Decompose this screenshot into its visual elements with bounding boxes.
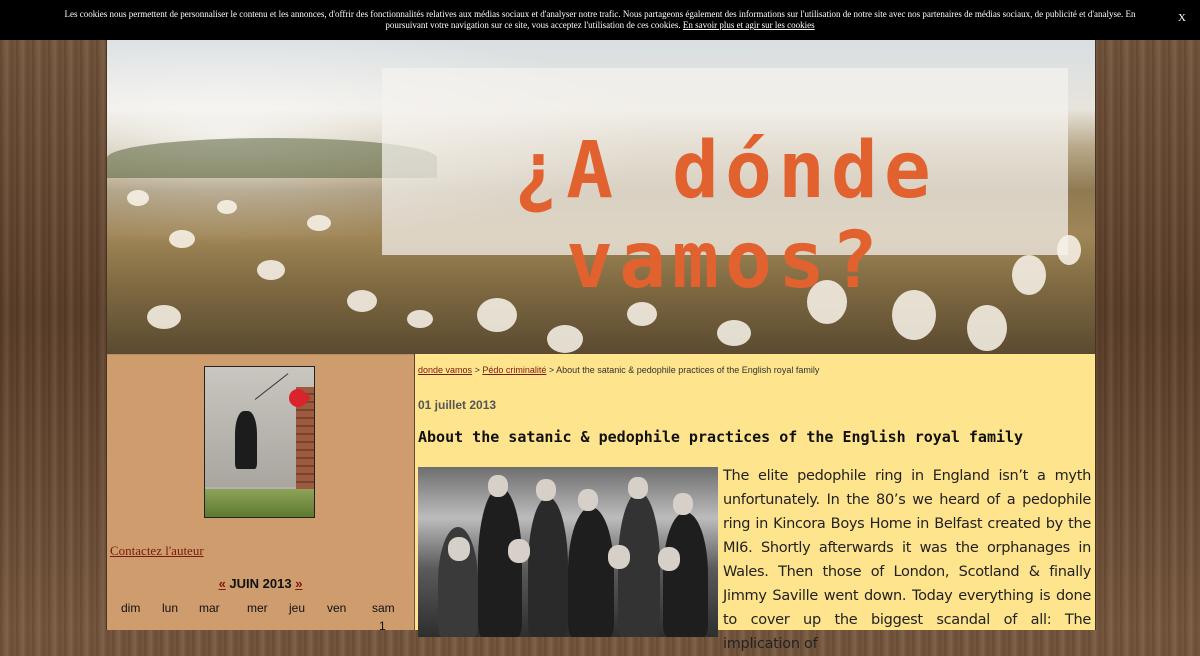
- banner-flower: [967, 305, 1007, 351]
- calendar-date[interactable]: 1: [379, 619, 386, 633]
- post-photo[interactable]: [418, 467, 718, 637]
- sidebar: [107, 354, 414, 633]
- breadcrumb-separator: >: [474, 365, 480, 375]
- calendar-weekday: lun: [162, 601, 179, 615]
- breadcrumb-current: About the satanic & pedophile practices of the English royal family: [556, 365, 820, 375]
- calendar-weekday: jeu: [289, 601, 306, 615]
- photo-person: [663, 512, 708, 637]
- calendar-next-button[interactable]: »: [295, 576, 303, 591]
- post-title[interactable]: About the satanic & pedophile practices of the English royal family: [418, 428, 1024, 446]
- breadcrumb-home-link[interactable]: donde vamos: [418, 365, 473, 375]
- post-date: 01 juillet 2013: [418, 398, 497, 412]
- site-title[interactable]: ¿A dónde vamos?: [513, 126, 937, 306]
- cookie-close-button[interactable]: X: [1178, 12, 1186, 24]
- calendar-weekday: ven: [327, 601, 347, 615]
- photo-blurred-face: [658, 547, 680, 571]
- breadcrumb-category-link[interactable]: Pédo criminalité: [482, 365, 547, 375]
- banner-flower: [169, 230, 195, 248]
- photo-person: [568, 507, 614, 637]
- banner-flower: [547, 325, 583, 353]
- banner-flower: [307, 215, 331, 231]
- photo-blurred-face: [448, 537, 470, 561]
- photo-blurred-face: [673, 493, 693, 515]
- calendar-weekday: sam: [372, 601, 395, 615]
- title-box: [382, 68, 1068, 306]
- calendar-weekday: mer: [247, 601, 268, 615]
- banner-flower: [717, 320, 751, 346]
- breadcrumb: [418, 365, 819, 375]
- banner-flower: [217, 200, 237, 214]
- banner-flower: [147, 305, 181, 329]
- main-content: [415, 354, 1095, 652]
- breadcrumb-separator: >: [548, 365, 555, 375]
- contact-author-link[interactable]: Contactez l'auteur: [110, 543, 204, 558]
- photo-blurred-face: [608, 545, 630, 569]
- header-banner: [107, 40, 1095, 354]
- calendar-prev-button[interactable]: «: [218, 576, 226, 591]
- photo-blurred-face: [488, 475, 508, 497]
- calendar-header: [107, 576, 414, 591]
- page-container: [106, 40, 1096, 652]
- photo-blurred-face: [578, 489, 598, 511]
- avatar-girl-figure: [235, 411, 257, 469]
- photo-blurred-face: [536, 479, 556, 501]
- calendar-weekday: mar: [199, 601, 220, 615]
- photo-blurred-face: [628, 477, 648, 499]
- cookie-banner: [0, 0, 1200, 40]
- calendar-weekday: dim: [121, 601, 141, 615]
- calendar-month: JUIN 2013: [229, 576, 292, 591]
- cookie-banner-text: Les cookies nous permettent de personnaliser le contenu et les annonces, d'offrir des fonctionnalités relatives aux médias sociaux et d'analyser notre trafic. Nous partageons également des informations sur l'utilisation de notre site avec nos partenaires de médias sociaux, de publicité et d'analyse. En poursuivant votre navigation sur ce site, vous acceptez l'utilisation de ces cookies.: [64, 9, 1136, 30]
- banner-flower: [347, 290, 377, 312]
- post-body: The elite pedophile ring in England isn’t a myth unfortunately. In the 80’s we heard of a pedophile ring in Kincora Boys Home in Belfast created by the MI6. Shortly afterwards it was the orphanages in Wales. Then those of London, Scotland & finally Jimmy Saville went down. Today everything is done to cover up the biggest scandal of all: The implication of: [723, 468, 1091, 652]
- author-avatar[interactable]: [204, 366, 315, 518]
- photo-blurred-face: [508, 539, 530, 563]
- banner-flower: [257, 260, 285, 280]
- avatar-grass: [205, 489, 314, 517]
- cookie-more-link[interactable]: En savoir plus et agir sur les cookies: [682, 20, 815, 30]
- banner-flower: [407, 310, 433, 328]
- banner-flower: [127, 190, 149, 206]
- photo-person: [528, 497, 568, 637]
